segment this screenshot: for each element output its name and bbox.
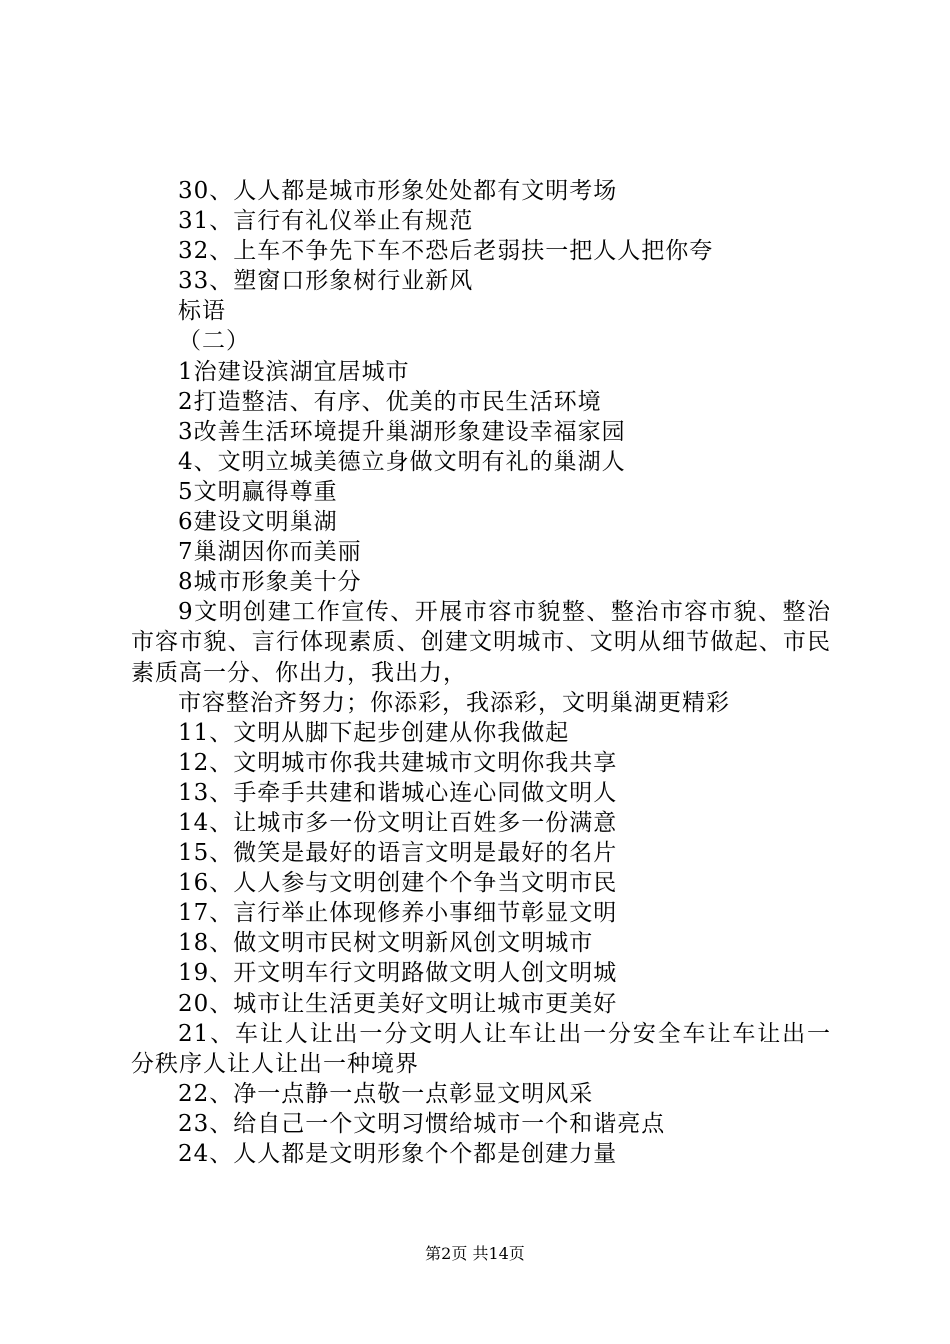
slogan-line: 30、人人都是城市形象处处都有文明考场: [178, 178, 618, 204]
slogan-line: 11、文明从脚下起步创建从你我做起: [178, 719, 570, 746]
slogan-line: 17、言行举止体现修养小事细节彰显文明: [178, 900, 618, 927]
slogan-line: 33、塑窗口形象树行业新风: [178, 268, 474, 295]
page-footer: [0, 1244, 950, 1264]
slogan-line: 31、言行有礼仪举止有规范: [178, 208, 474, 235]
slogan-line: 2打造整洁、有序、优美的市民生活环境: [178, 388, 602, 415]
slogan-line: 3改善生活环境提升巢湖形象建设幸福家园: [178, 418, 626, 445]
slogan-line: 4、文明立城美德立身做文明有礼的巢湖人: [178, 448, 626, 475]
slogan-line: 5文明赢得尊重: [178, 478, 338, 505]
slogan-line: 19、开文明车行文明路做文明人创文明城: [178, 960, 618, 987]
slogan-line: 16、人人参与文明创建个个争当文明市民: [178, 870, 618, 897]
slogan-paragraph: 9文明创建工作宣传、开展市容市貌整、整治市容市貌、整治市容市貌、言行体现素质、创建文明城市、文明从细节做起、市民素质高一分、你出力，我出力，: [131, 599, 831, 686]
slogan-line: 1治建设滨湖宜居城市: [178, 358, 410, 385]
slogan-paragraph: 21、车让人让出一分文明人让车让出一分安全车让车让出一分秩序人让人让出一种境界: [131, 1020, 831, 1077]
page-number-label: 第2页 共14页: [425, 1244, 525, 1263]
slogan-line: 20、城市让生活更美好文明让城市更美好: [178, 990, 618, 1017]
slogan-line: 6建设文明巢湖: [178, 509, 338, 536]
slogan-line: 23、给自己一个文明习惯给城市一个和谐亮点: [178, 1110, 666, 1137]
slogan-line: 12、文明城市你我共建城市文明你我共享: [178, 749, 618, 776]
slogan-line: 14、让城市多一份文明让百姓多一份满意: [178, 809, 618, 836]
slogan-line: 32、上车不争先下车不恐后老弱扶一把人人把你夸: [178, 238, 714, 265]
slogan-line: 8城市形象美十分: [178, 569, 362, 596]
slogan-line: 15、微笑是最好的语言文明是最好的名片: [178, 840, 618, 867]
slogan-line: 7巢湖因你而美丽: [178, 539, 362, 566]
slogan-line: 18、做文明市民树文明新风创文明城市: [178, 930, 594, 957]
slogan-line: 13、手牵手共建和谐城心连心同做文明人: [178, 779, 618, 806]
section-subheading: （二）: [178, 328, 250, 355]
slogan-line: 24、人人都是文明形象个个都是创建力量: [178, 1141, 618, 1167]
document-body: [131, 176, 831, 1169]
slogan-line: 22、净一点静一点敬一点彰显文明风采: [178, 1080, 594, 1107]
section-heading: 标语: [178, 298, 226, 325]
slogan-line: 市容整治齐努力；你添彩，我添彩，文明巢湖更精彩: [178, 689, 730, 716]
